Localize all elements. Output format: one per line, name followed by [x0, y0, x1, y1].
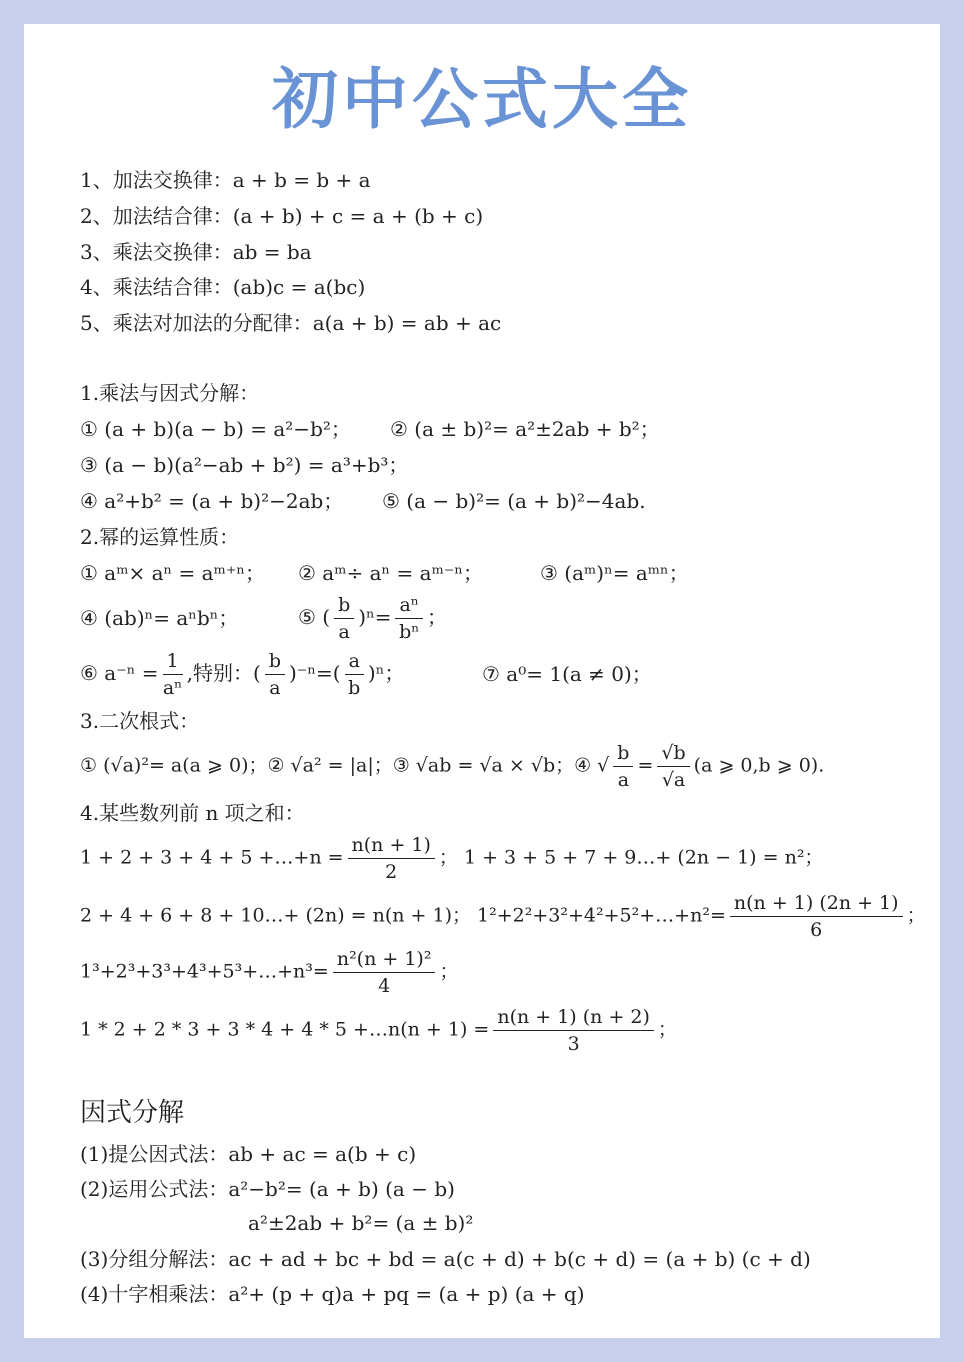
series-sum-1-post: ； 1 + 3 + 5 + 7 + 9…+ (2n − 1) = n²； [438, 846, 824, 869]
formula-sheet [24, 24, 940, 1338]
factor-method-2: (2)运用公式法：a²−b²= (a + b) (a − b) [80, 1177, 455, 1201]
fraction-numerator: √b [657, 740, 689, 767]
fraction [345, 648, 364, 701]
series-sum-4-post: ； [657, 1018, 677, 1041]
formula-3-1 [80, 740, 824, 793]
formula-1-2: ② (a ± b)²= a²±2ab + b²； [390, 417, 660, 441]
law-item-3: 3、乘法交换律：ab = ba [80, 240, 312, 264]
series-sum-4-pre: 1 * 2 + 2 * 3 + 3 * 4 + 4 * 5 +…n(n + 1) = [80, 1018, 490, 1041]
formula-1-5: ⑤ (a − b)²= (a + b)²−4ab. [382, 489, 646, 513]
fraction-denominator: bⁿ [399, 621, 420, 643]
fraction-numerator: b [334, 592, 354, 619]
fraction-denominator: a [617, 769, 630, 791]
fraction-denominator: a [338, 621, 350, 643]
factor-method-4: (4)十字相乘法：a²+ (p + q)a + pq = (a + p) (a + q) [80, 1282, 585, 1306]
factorization-heading: 因式分解 [80, 1098, 185, 1128]
fraction [493, 1004, 654, 1057]
formula-2-5 [298, 592, 447, 645]
fraction-numerator: a [345, 648, 364, 675]
factor-method-1: (1)提公因式法：ab + ac = a(b + c) [80, 1142, 417, 1166]
formula-2-1: ① aᵐ× aⁿ = aᵐ⁺ⁿ； [80, 561, 266, 585]
fraction [333, 946, 436, 999]
page-title-text: 初中公式大全 [272, 61, 692, 138]
fraction-numerator: b [265, 648, 285, 675]
fraction [657, 740, 689, 793]
fraction-denominator: aⁿ [162, 677, 183, 699]
section-4-title: 4.某些数列前 n 项之和： [80, 801, 305, 825]
law-item-5: 5、乘法对加法的分配律：a(a + b) = ab + ac [80, 311, 502, 335]
fraction-denominator: b [348, 677, 361, 699]
series-sum-1 [80, 832, 823, 885]
fraction-numerator: b [613, 740, 633, 767]
formula-2-6-post: )ⁿ； [367, 661, 405, 685]
series-sum-2-post: ； [906, 904, 926, 927]
fraction-numerator: n(n + 1) [348, 832, 435, 859]
formula-2-6 [80, 648, 404, 701]
fraction-numerator: n(n + 1) (n + 2) [493, 1004, 654, 1031]
formula-2-2: ② aᵐ÷ aⁿ = aᵐ⁻ⁿ； [298, 561, 484, 585]
factor-method-2b: a²±2ab + b²= (a ± b)² [248, 1211, 474, 1235]
fraction [613, 740, 633, 793]
section-3-title: 3.二次根式： [80, 709, 200, 733]
series-sum-2-pre: 2 + 4 + 6 + 8 + 10…+ (2n) = n(n + 1)； 1²+2²+3²+4²+5²+…+n²= [80, 904, 726, 927]
formula-2-4: ④ (ab)ⁿ= aⁿbⁿ； [80, 606, 239, 630]
fraction-numerator: 1 [163, 648, 183, 675]
fraction-denominator: √a [661, 769, 686, 791]
fraction [348, 832, 435, 885]
fraction-denominator: a [269, 677, 281, 699]
formula-2-5-pre: ⑤ ( [298, 605, 331, 629]
page-title [266, 60, 698, 140]
law-item-2: 2、加法结合律：(a + b) + c = a + (b + c) [80, 204, 484, 228]
formula-2-5-mid: )ⁿ= [358, 605, 392, 629]
fraction [395, 592, 423, 645]
section-2-title: 2.幂的运算性质： [80, 525, 240, 549]
fraction-denominator: 4 [378, 975, 391, 997]
formula-3-1-post: (a ⩾ 0,b ⩾ 0). [693, 754, 825, 777]
section-1-title: 1.乘法与因式分解： [80, 381, 260, 405]
fraction-denominator: 2 [385, 861, 398, 883]
fraction [730, 890, 903, 943]
fraction-denominator: 3 [567, 1033, 580, 1055]
series-sum-3-pre: 1³+2³+3³+4³+5³+…+n³= [80, 960, 329, 983]
formula-2-7: ⑦ a⁰= 1(a ≠ 0)； [482, 662, 652, 686]
series-sum-4 [80, 1004, 677, 1057]
fraction [265, 648, 285, 701]
title-area [24, 60, 940, 140]
series-sum-3 [80, 946, 458, 999]
law-item-1: 1、加法交换律：a + b = b + a [80, 168, 371, 192]
fraction [334, 592, 354, 645]
series-sum-2 [80, 890, 926, 943]
formula-3-1-pre: ① (√a)²= a(a ⩾ 0)；② √a² = |a|；③ √ab = √a × √b；④ √ [80, 754, 610, 777]
formula-1-4: ④ a²+b² = (a + b)²−2ab； [80, 489, 344, 513]
formula-2-3: ③ (aᵐ)ⁿ= aᵐⁿ； [540, 561, 689, 585]
fraction-numerator: n²(n + 1)² [333, 946, 436, 973]
formula-2-6-mid: ,特别：( [186, 661, 261, 685]
fraction-denominator: 6 [810, 919, 823, 941]
formula-3-1-mid: = [637, 754, 654, 777]
fraction-numerator: n(n + 1) (2n + 1) [730, 890, 903, 917]
fraction-numerator: aⁿ [395, 592, 423, 619]
fraction [163, 648, 183, 701]
series-sum-1-pre: 1 + 2 + 3 + 4 + 5 +…+n = [80, 846, 344, 869]
formula-2-6-mid2: )⁻ⁿ=( [288, 661, 341, 685]
formula-1-3: ③ (a − b)(a²−ab + b²) = a³+b³； [80, 453, 409, 477]
formula-2-5-post: ； [427, 605, 448, 629]
factor-method-3: (3)分组分解法：ac + ad + bc + bd = a(c + d) + b(c + d) = (a + b) (c + d) [80, 1247, 811, 1271]
formula-1-1: ① (a + b)(a − b) = a²−b²； [80, 417, 351, 441]
formula-2-6-pre: ⑥ a⁻ⁿ = [80, 661, 159, 685]
law-item-4: 4、乘法结合律：(ab)c = a(bc) [80, 275, 366, 299]
series-sum-3-post: ； [439, 960, 459, 983]
